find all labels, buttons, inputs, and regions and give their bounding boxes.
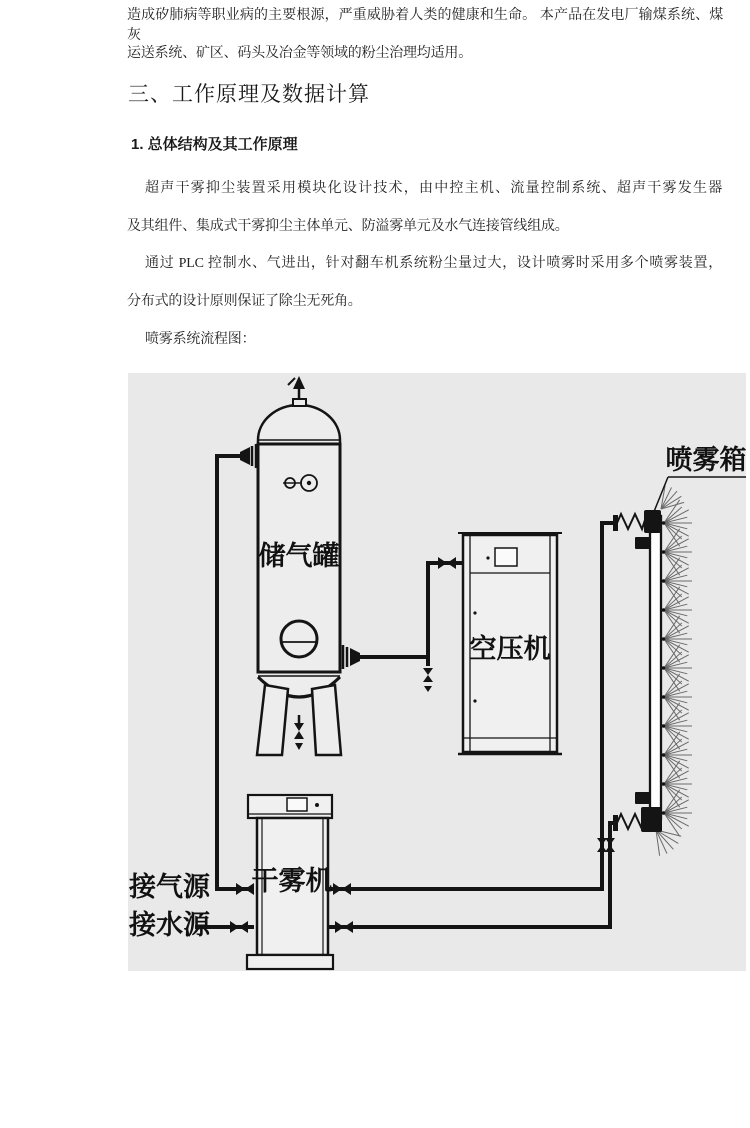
body-line-5: 通过 PLC 控制水、气进出，针对翻车机系统粉尘量过大，设计喷雾时采用多个喷雾装置，: [145, 256, 722, 271]
section-title: 1. 总体结构及其工作原理: [131, 136, 298, 153]
compressor-hinge-top: [473, 611, 476, 614]
fogmachine-base: [247, 955, 333, 969]
fog-machine-label: 干雾机: [251, 866, 333, 896]
body-line-2: 运送系统、矿区、码头及冶金等领域的粉尘治理均适用。: [127, 46, 472, 61]
tank-label: 储气罐: [258, 541, 340, 571]
body-line-3: 超声干雾抑尘装置采用模块化设计技术，由中控主机、流量控制系统、超声干雾发生器: [145, 181, 722, 196]
spray-pipe: [650, 516, 661, 819]
spray-side-tab-bottom: [635, 792, 650, 804]
compressor-hinge-bottom: [473, 699, 476, 702]
body-line-1: 造成矽肺病等职业病的主要根源，严重威胁着人类的健康和生命。 本产品在发电厂输煤系统、煤灰: [127, 8, 723, 43]
spray-side-tab-top: [635, 537, 650, 549]
spray-bottom-fitting: [641, 807, 662, 832]
body-line-6: 分布式的设计原则保证了除尘无死角。: [127, 294, 362, 309]
spray-box-label: 喷雾箱: [665, 445, 746, 475]
fogmachine-indicator-dot: [315, 803, 319, 807]
tank-leg-right: [312, 685, 341, 755]
air-source-label: 接气源: [129, 872, 210, 902]
flange-tick-top: [613, 515, 618, 531]
flange-tick-bottom: [613, 815, 618, 831]
compressor-label: 空压机: [469, 634, 551, 664]
water-source-label: 接水源: [129, 910, 210, 940]
spray-system-flow-diagram: [128, 373, 746, 971]
body-line-4: 及其组件、集成式干雾抑尘主体单元、防溢雾单元及水气连接管线组成。: [127, 219, 569, 234]
compressor-display: [495, 548, 517, 566]
pressure-gauge-dot: [307, 481, 311, 485]
safety-valve-base: [293, 399, 306, 406]
figure-caption: 喷雾系统流程图：: [145, 332, 256, 347]
tank-manhole: [281, 621, 317, 657]
chapter-heading: 三、工作原理及数据计算: [128, 82, 370, 106]
fogmachine-display: [287, 798, 307, 811]
compressor-indicator-dot: [486, 556, 489, 559]
